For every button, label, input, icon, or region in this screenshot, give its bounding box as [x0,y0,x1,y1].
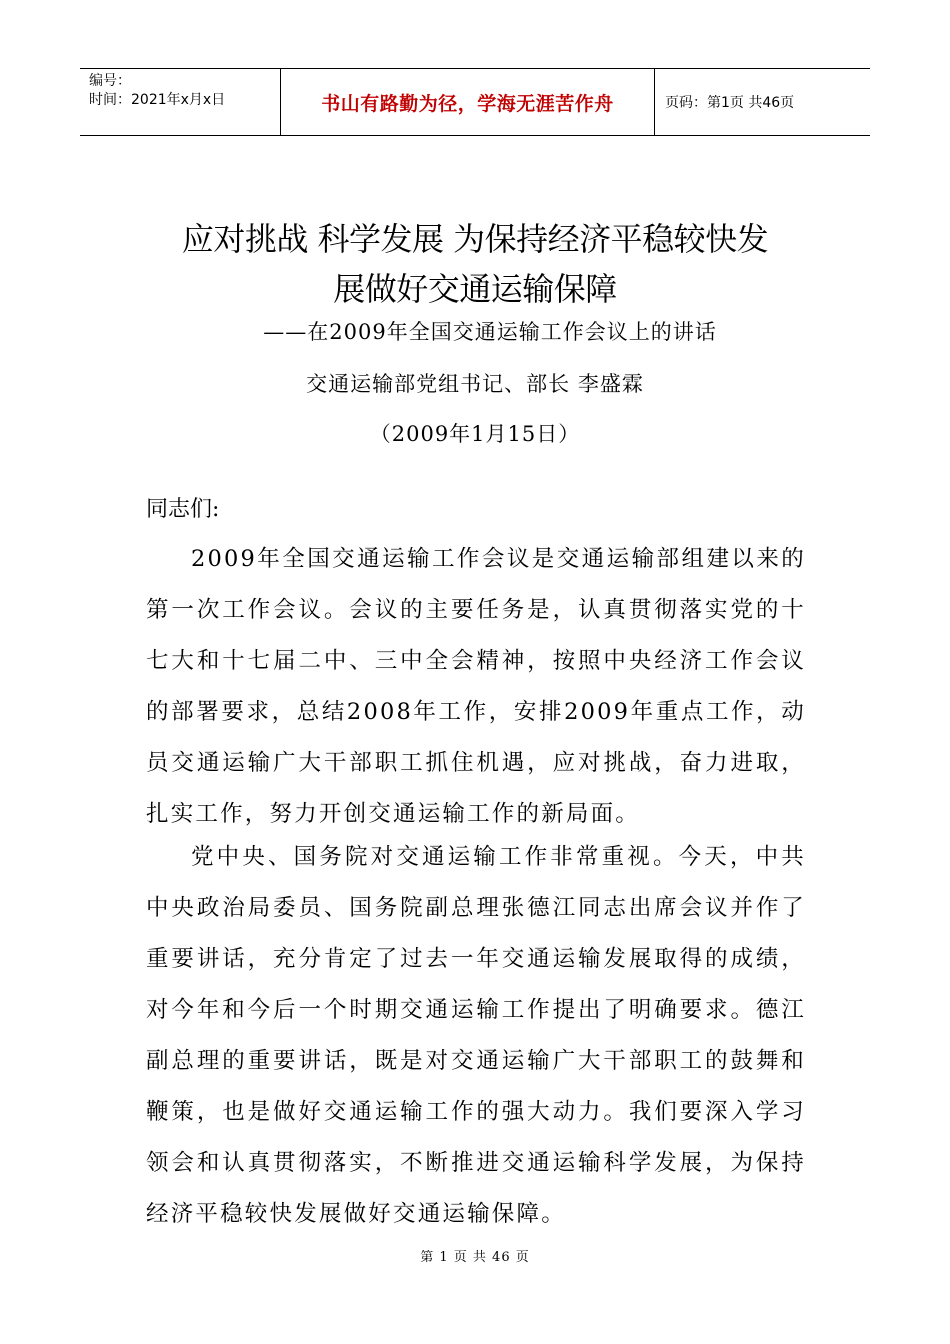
document-number-label: 编号： [89,73,131,89]
header-motto: 书山有路勤为径，学海无涯苦作舟 [281,69,655,135]
header-meta [80,69,281,135]
body-paragraph-2: 党中央、国务院对交通运输工作非常重视。今天，中共中央政治局委员、国务院副总理张德江同志出席会议并作了重要讲话，充分肯定了过去一年交通运输发展取得的成绩，对今年和今后一个时期交通运输工作提出了明确要求。德江副总理的重要讲话，既是对交通运输广大干部职工的鼓舞和鞭策，也是做好交通运输工作的强大动力。我们要深入学习领会和认真贯彻落实，不断推进交通运输科学发展，为保持经济平稳较快发展做好交通运输保障。 [146,844,806,1227]
body-paragraph-1: 2009年全国交通运输工作会议是交通运输部组建以来的第一次工作会议。会议的主要任务是，认真贯彻落实党的十七大和十七届二中、三中全会精神，按照中央经济工作会议的部署要求，总结2008年工作，安排2009年重点工作，动员交通运输广大干部职工抓住机遇，应对挑战，奋力进取，扎实工作，努力开创交通运输工作的新局面。 [146,546,806,827]
document-author: 交通运输部党组书记、部长 李盛霖 [306,372,644,396]
document-header [80,68,870,136]
header-page-info: 页码：第1页 共46页 [665,95,795,111]
document-subtitle: ——在2009年全国交通运输工作会议上的讲话 [263,320,717,344]
page-footer: 第 1 页 共 46 页 [420,1250,530,1265]
title-line-2: 展做好交通运输保障 [333,270,617,308]
salutation: 同志们: [146,497,220,522]
document-time-label: 时间：2021年x月x日 [89,92,226,108]
title-line-1: 应对挑战 科学发展 为保持经济平稳较快发 [181,220,769,258]
document-date: （2009年1月15日） [369,422,581,446]
document-title [100,214,850,314]
